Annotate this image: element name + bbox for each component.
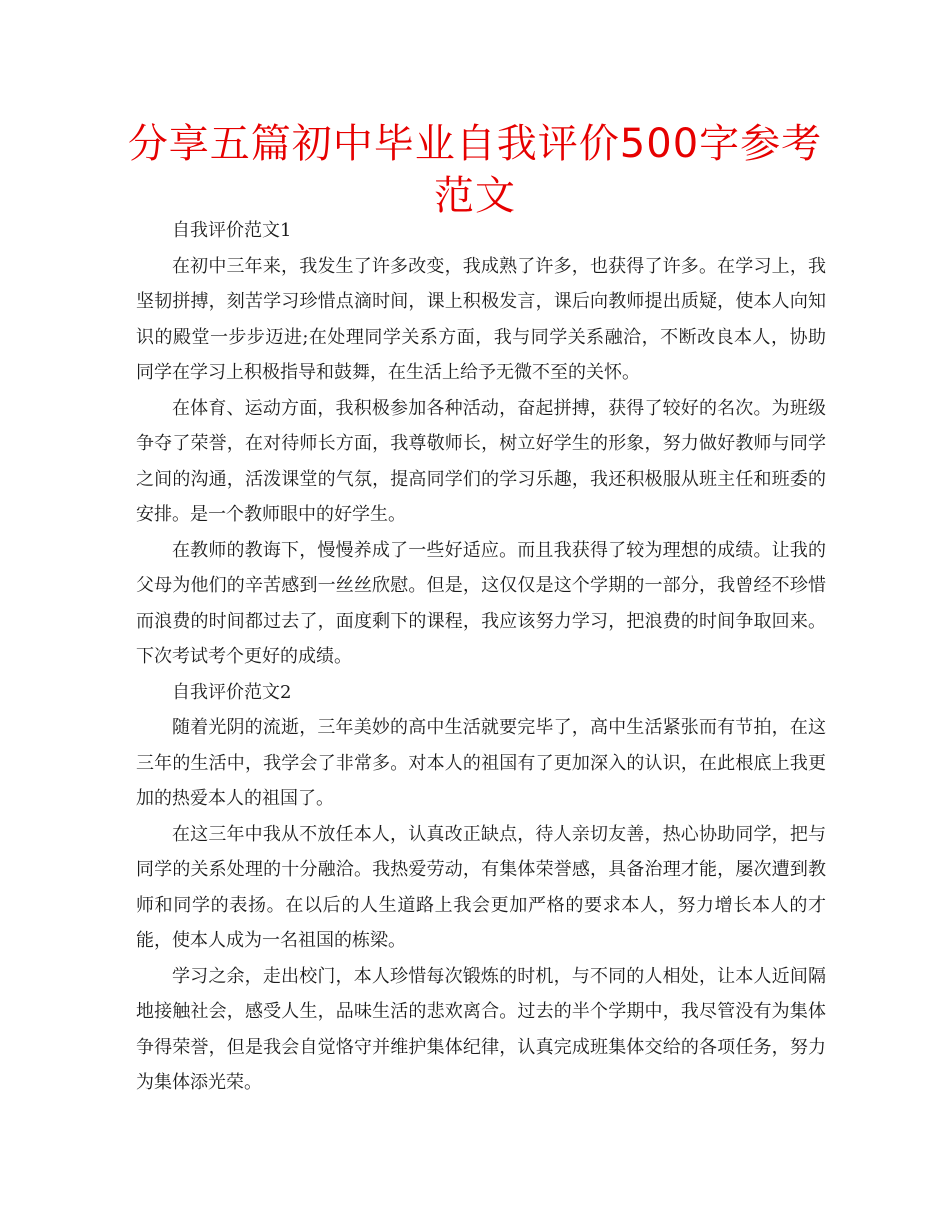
document-body [136,213,826,1101]
paragraph: 随着光阴的流逝，三年美妙的高中生活就要完毕了，高中生活紧张而有节拍，在这三年的生活中，我学会了非常多。对本人的祖国有了更加深入的认识，在此根底上我更加的热爱本人的祖国了。 [136,717,826,809]
section-heading-2: 自我评价范文2 [172,681,292,703]
paragraph: 在初中三年来，我发生了许多改变，我成熟了许多，也获得了许多。在学习上，我坚韧拼搏，刻苦学习珍惜点滴时间，课上积极发言，课后向教师提出质疑，使本人向知识的殿堂一步步迈进;在处理同学关系方面，我与同学关系融洽，不断改良本人，协助同学在学习上积极指导和鼓舞，在生活上给予无微不至的关怀。 [136,255,826,383]
section-heading-1: 自我评价范文1 [172,220,292,241]
paragraph: 在教师的教诲下，慢慢养成了一些好适应。而且我获得了较为理想的成绩。让我的父母为他们的辛苦感到一丝丝欣慰。但是，这仅仅是这个学期的一部分，我曾经不珍惜而浪费的时间都过去了，面度剩下的课程，我应该努力学习，把浪费的时间争取回来。下次考试考个更好的成绩。 [136,539,826,667]
paragraph: 在体育、运动方面，我积极参加各种活动，奋起拼搏，获得了较好的名次。为班级争夺了荣誉，在对待师长方面，我尊敬师长，树立好学生的形象，努力做好教师与同学之间的沟通，活泼课堂的气氛，提高同学们的学习乐趣，我还积极服从班主任和班委的安排。是一个教师眼中的好学生。 [136,397,826,525]
paragraph: 在这三年中我从不放任本人，认真改正缺点，待人亲切友善，热心协助同学，把与同学的关系处理的十分融洽。我热爱劳动，有集体荣誉感，具备治理才能，屡次遭到教师和同学的表扬。在以后的人生道路上我会更加严格的要求本人，努力增长本人的才能，使本人成为一名祖国的栋梁。 [136,823,826,951]
document-title: 分享五篇初中毕业自我评价500字参考范文 [127,121,823,219]
paragraph: 学习之余，走出校门，本人珍惜每次锻炼的时机，与不同的人相处，让本人近间隔地接触社会，感受人生，品味生活的悲欢离合。过去的半个学期中，我尽管没有为集体争得荣誉，但是我会自觉恪守并维护集体纪律，认真完成班集体交给的各项任务，努力为集体添光荣。 [136,965,826,1093]
